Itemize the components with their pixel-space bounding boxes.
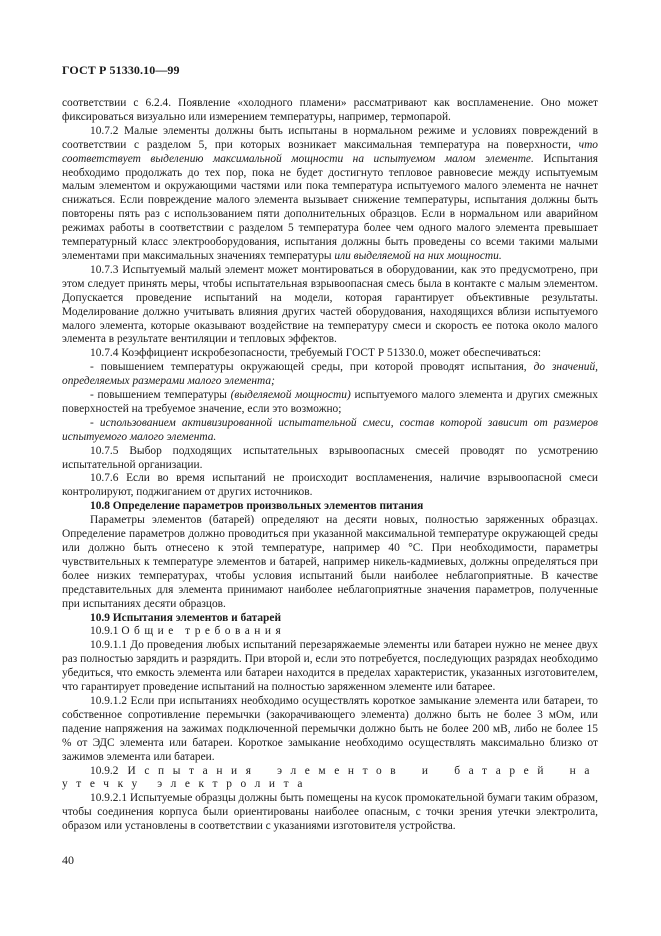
list-item: - повышением температуры (выделяемой мощности) испытуемого малого элемента и других смежных поверхностей на требуемое значение, если это возможно; bbox=[62, 389, 598, 415]
paragraph-10-8: Параметры элементов (батарей) определяют на десяти новых, полностью заряженных образцах. Определение параметров должно проводиться при указанной максимальной температуре окружающей среды или должно быть отнесено к этой температуре, например 40 °С. При необходимости, параметры чувствительных к температуре элементов и батарей, например никель-кадмиевых, должны определяться при более низких температурах, чтобы условия испытаний были наиболее неблагоприятные. В качестве представительных для элемента принимают наиболее неблагоприятные значения параметров, полученные при испытаниях десяти образцов. bbox=[62, 514, 598, 610]
paragraph-10-7-5: 10.7.5 Выбор подходящих испытательных взрывоопасных смесей проводят по усмотрению испытательной организации. bbox=[62, 444, 598, 471]
section-heading-10-9: 10.9 Испытания элементов и батарей bbox=[90, 611, 282, 624]
paragraph-10-9-2-1: 10.9.2.1 Испытуемые образцы должны быть помещены на кусок промокательной бумаги таким образом, чтобы соединения корпуса были ориентированы наиболее опасным, с точки зрения утечки электролита, образом или установлены в соответствии с указаниями изготовителя устройства. bbox=[62, 792, 598, 833]
paragraph-10-9-1-1: 10.9.1.1 До проведения любых испытаний перезаряжаемые элементы или батареи нужно не менее двух раз полностью зарядить и разрядить. При второй и, если это потребуется, последующих разрядах необходимо убедиться, что емкость элемента или батареи находится в пределах характеристик, указанных изготовителем, что гарантирует проведение испытаний на полностью заряженном элементе или батарее. bbox=[62, 639, 598, 694]
paragraph-10-7-6: 10.7.6 Если во время испытаний не происходит воспламенения, наличие взрывоопасной смеси контролируют, поджиганием от других источников. bbox=[62, 472, 598, 499]
section-heading-10-8: 10.8 Определение параметров произвольных элементов питания bbox=[90, 500, 424, 513]
paragraph-10-7-3: 10.7.3 Испытуемый малый элемент может монтироваться в оборудовании, как это предусмотрено, при этом следует принять меры, чтобы испытательная взрывоопасная смесь была в контакте с малым элементом. Допускается проведение испытаний на модели, которая гарантирует объективные результаты. Моделирование должно учитывать влияния других частей оборудования, находящихся вблизи испытуемого малого элемента, которые оказывают воздействие на температуру смеси и скорость ее потока около малого элемента в результате вентиляции и тепловых эффектов. bbox=[62, 263, 598, 346]
paragraph-10-9-1-2: 10.9.1.2 Если при испытаниях необходимо осуществлять короткое замыкание элемента или батареи, то собственное сопротивление перемычки (закорачивающего элемента) должно быть не более 3 мОм, или падение напряжения на зажимах подключенной перемычки должно быть не более 200 мВ, либо не более 15 % от ЭДС элемента или батареи. Короткое замыкание необходимо осуществлять максимально близко от зажимов элемента или батареи. bbox=[62, 694, 598, 763]
paragraph: соответствии с 6.2.4. Появление «холодного пламени» рассматривают как воспламенение. Оно может фиксироваться визуально или измерением температуры, например, термопарой. bbox=[62, 97, 598, 123]
page-number: 40 bbox=[62, 853, 74, 867]
body-text bbox=[62, 97, 598, 834]
list-item: - использованием активизированной испытательной смеси, состав которой зависит от размеров испытуемого малого элемента. bbox=[62, 416, 598, 443]
subsection-heading-10-9-1: 10.9.1 Общие требования bbox=[90, 625, 286, 638]
list-item: - повышением температуры окружающей среды, при которой проводят испытания, до значений, определяемых размерами малого элемента; bbox=[62, 361, 598, 388]
paragraph-10-7-2: 10.7.2 Малые элементы должны быть испытаны в нормальном режиме и условиях повреждений в соответствии с разделом 5, при которых возникает максимальная температура на поверхности, что соответствует выделению максимальной мощности на испытуемом малом элементе. Испытания необходимо продолжать до тех пор, пока не будет достигнуто тепловое равновесие между испытуемым малым элементом и окружающими частями или пока температура испытуемого малого элемента не начнет снижаться. Если повреждение малого элемента вызывает снижение температуры, испытания должны быть повторены пять раз с использованием пяти дополнительных образцов. Если в нормальном или аварийном режимах работы в соответствии с разделом 5 температура более чем одного малого элемента превышает температурный класс электрооборудования, испытания должны быть проведены со всеми такими малыми элементами при максимальных значениях температуры или выделяемой на них мощности. bbox=[62, 124, 598, 262]
standard-header: ГОСТ Р 51330.10—99 bbox=[62, 63, 180, 77]
paragraph-10-7-4: 10.7.4 Коэффициент искробезопасности, требуемый ГОСТ Р 51330.0, может обеспечиваться: bbox=[90, 347, 541, 360]
subsection-heading-10-9-2: 10.9.2 Испытания элементов и батарей на утечку электролита bbox=[62, 764, 598, 791]
